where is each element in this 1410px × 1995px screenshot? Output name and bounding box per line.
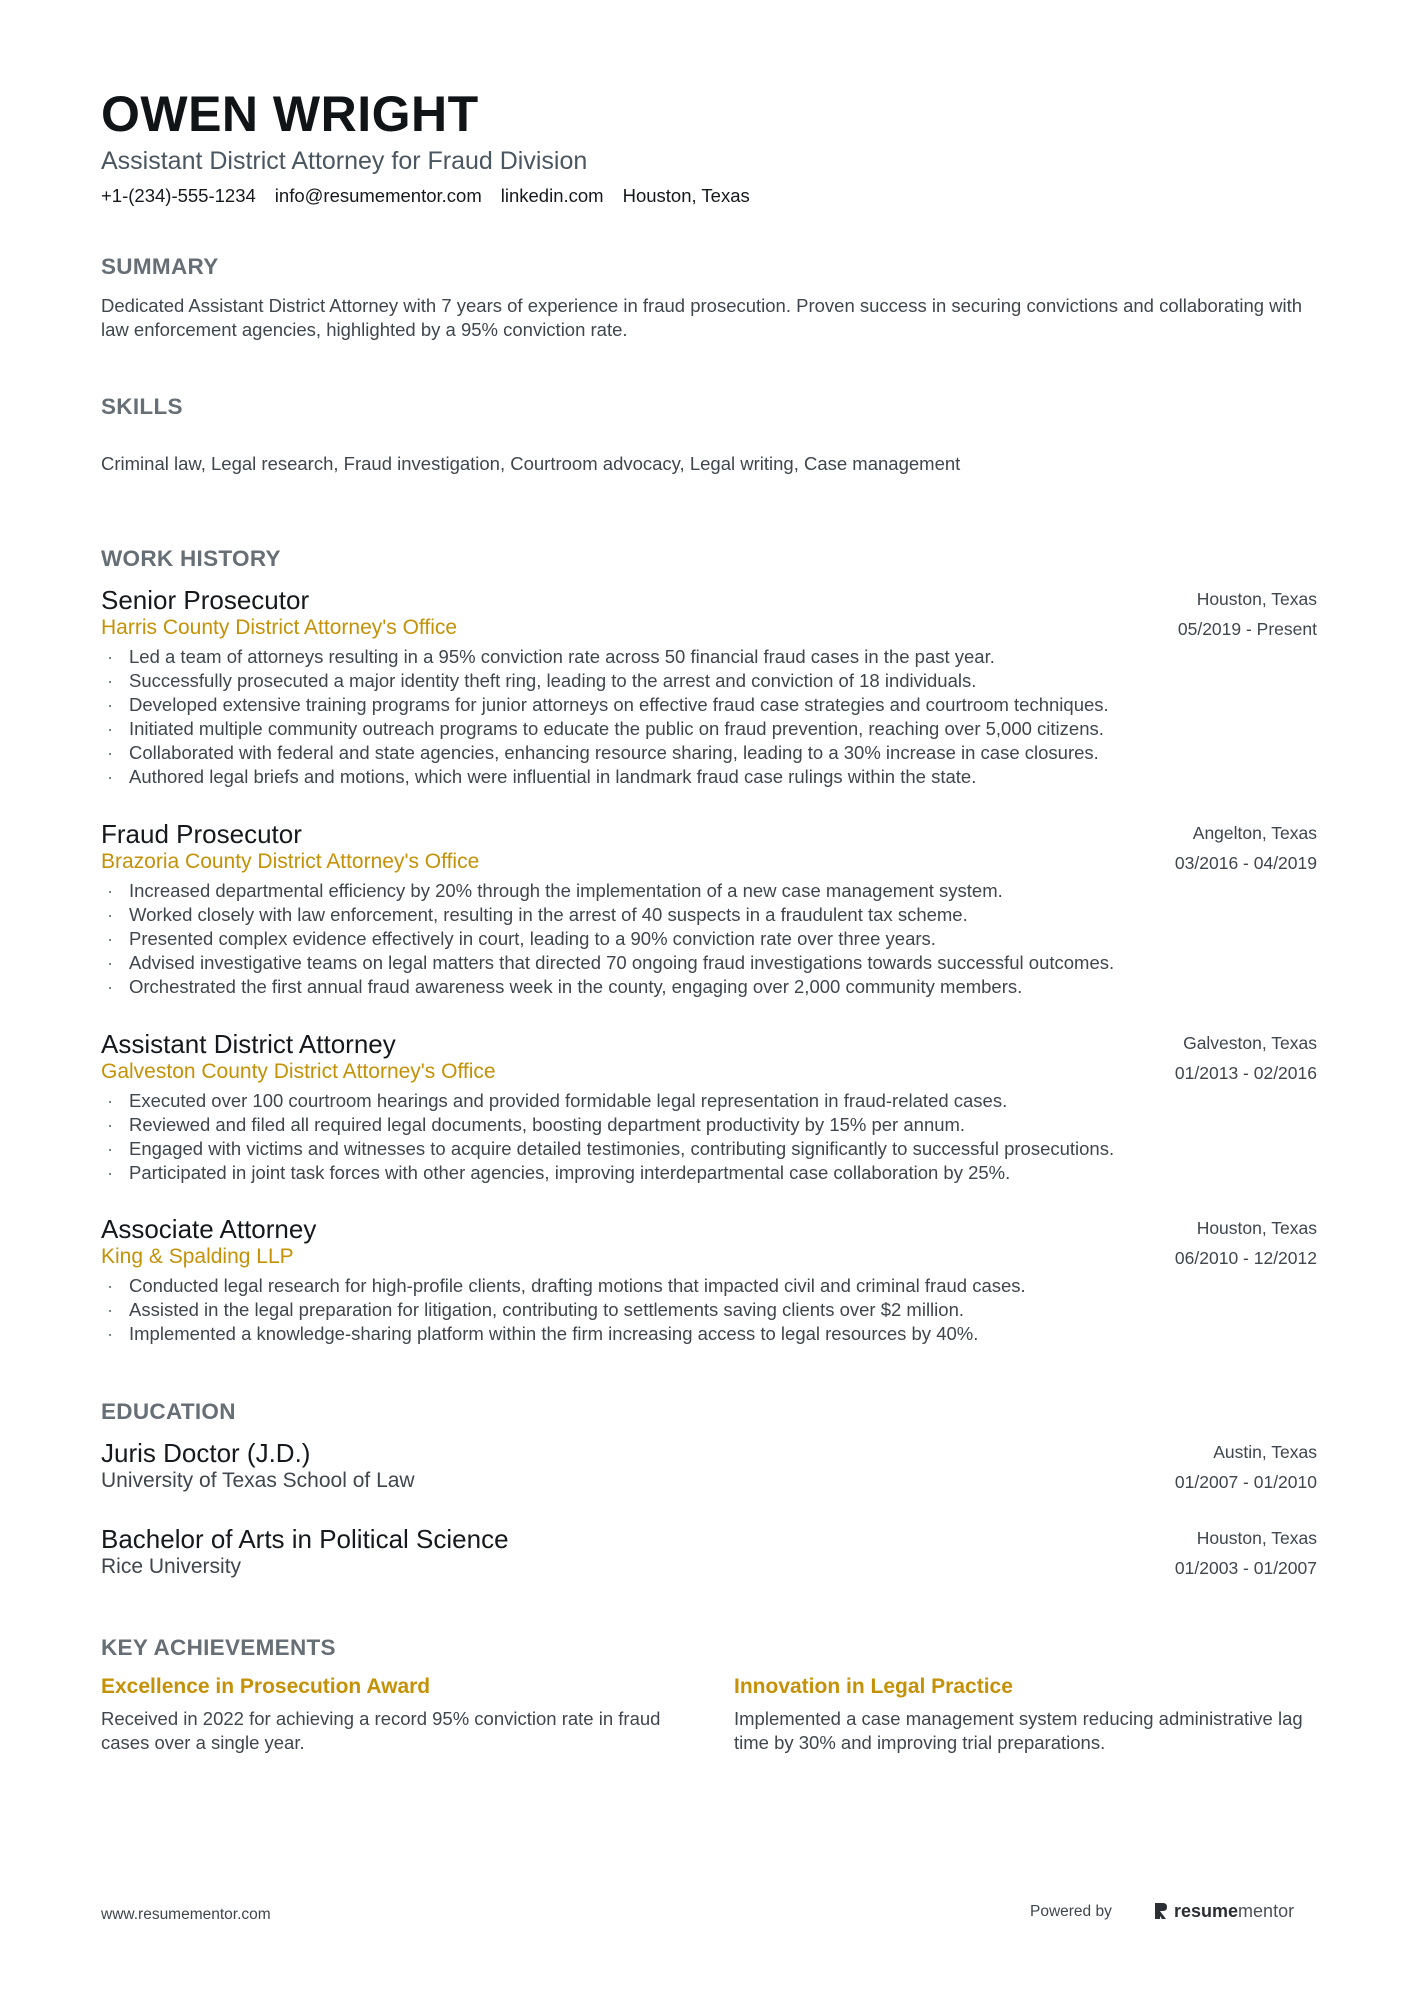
job-title: Associate Attorney	[101, 1214, 317, 1244]
job-bullet: · Implemented a knowledge-sharing platform within the firm increasing access to legal resources by 40%.	[101, 1322, 1026, 1346]
job-bullet: · Reviewed and filed all required legal documents, boosting department productivity by 15% per annum.	[101, 1113, 1114, 1137]
job-bullet: · Engaged with victims and witnesses to acquire detailed testimonies, contributing significantly to successful prosecutions.	[101, 1137, 1114, 1161]
job-company: Brazoria County District Attorney's Office	[101, 850, 480, 873]
work-history-heading: WORK HISTORY	[101, 546, 281, 571]
education-school: Rice University	[101, 1555, 242, 1578]
job-bullets	[101, 879, 1114, 999]
job-dates: 01/2013 - 02/2016	[1174, 1063, 1317, 1083]
achievement-title: Excellence in Prosecution Award	[101, 1675, 431, 1698]
job-bullet: · Orchestrated the first annual fraud awareness week in the county, engaging over 2,000 community members.	[101, 975, 1114, 999]
job-bullet: · Conducted legal research for high-profile clients, drafting motions that impacted civil and criminal fraud cases.	[101, 1274, 1026, 1298]
job-location: Houston, Texas	[1196, 589, 1317, 609]
contact-linkedin[interactable]: linkedin.com	[500, 185, 604, 206]
job-title: Fraud Prosecutor	[101, 819, 302, 849]
job-bullet: · Successfully prosecuted a major identity theft ring, leading to the arrest and conviction of 18 individuals.	[101, 669, 1109, 693]
achievement-description: Received in 2022 for achieving a record 95% conviction rate in fraud cases over a single year.	[101, 1708, 661, 1753]
education-school: University of Texas School of Law	[101, 1469, 415, 1492]
contact-location: Houston, Texas	[622, 185, 750, 206]
powered-by-label: Powered by	[1030, 1903, 1112, 1920]
resumementor-logo-icon	[1153, 1901, 1169, 1921]
job-bullets	[101, 1089, 1114, 1185]
job-bullet: · Assisted in the legal preparation for litigation, contributing to settlements saving clients over $2 million.	[101, 1298, 1026, 1322]
summary-text: Dedicated Assistant District Attorney with 7 years of experience in fraud prosecution. Proven success in securing convictions and collaborating with law enforcement agencies, highlighted by a 95% conviction rate.	[101, 295, 1303, 340]
education-degree: Bachelor of Arts in Political Science	[101, 1524, 509, 1554]
job-company: Galveston County District Attorney's Office	[101, 1060, 496, 1083]
job-bullet: · Developed extensive training programs for junior attorneys on effective fraud case strategies and courtroom techniques.	[101, 693, 1109, 717]
job-company: Harris County District Attorney's Office	[101, 616, 458, 639]
job-bullet: · Worked closely with law enforcement, resulting in the arrest of 40 suspects in a fraudulent tax scheme.	[101, 903, 1114, 927]
job-bullet: · Led a team of attorneys resulting in a 95% conviction rate across 50 financial fraud cases in the past year.	[101, 645, 1109, 669]
job-title: Assistant District Attorney	[101, 1029, 396, 1059]
job-bullets	[101, 645, 1109, 789]
achievements-heading: KEY ACHIEVEMENTS	[101, 1635, 336, 1660]
achievement-description: Implemented a case management system reducing administrative lag time by 30% and improving trial preparations.	[734, 1708, 1303, 1753]
job-location: Galveston, Texas	[1183, 1033, 1317, 1053]
education-location: Austin, Texas	[1213, 1442, 1317, 1462]
job-bullets	[101, 1274, 1026, 1346]
education-heading: EDUCATION	[101, 1399, 236, 1424]
education-dates: 01/2003 - 01/2007	[1174, 1558, 1317, 1578]
job-dates: 06/2010 - 12/2012	[1174, 1248, 1317, 1268]
job-bullet: · Participated in joint task forces with other agencies, improving interdepartmental case collaboration by 25%.	[101, 1161, 1114, 1185]
summary-heading: SUMMARY	[101, 254, 219, 279]
job-company: King & Spalding LLP	[101, 1245, 294, 1268]
candidate-name: OWEN WRIGHT	[101, 86, 479, 142]
job-title: Senior Prosecutor	[101, 585, 310, 615]
candidate-headline: Assistant District Attorney for Fraud Division	[101, 147, 588, 175]
job-dates: 05/2019 - Present	[1177, 619, 1317, 639]
contact-info	[101, 182, 750, 210]
achievement-item	[101, 1673, 691, 1755]
education-dates: 01/2007 - 01/2010	[1174, 1472, 1317, 1492]
education-degree: Juris Doctor (J.D.)	[101, 1438, 311, 1468]
footer-url[interactable]: www.resumementor.com	[101, 1906, 271, 1923]
job-location: Angelton, Texas	[1192, 823, 1317, 843]
achievement-item	[734, 1673, 1324, 1755]
job-bullet: · Presented complex evidence effectively in court, leading to a 90% conviction rate over three years.	[101, 927, 1114, 951]
job-bullet: · Collaborated with federal and state agencies, enhancing resource sharing, leading to a 30% increase in case closures.	[101, 741, 1109, 765]
education-location: Houston, Texas	[1196, 1528, 1317, 1548]
job-bullet: · Initiated multiple community outreach programs to educate the public on fraud prevention, reaching over 5,000 citizens.	[101, 717, 1109, 741]
job-bullet: · Advised investigative teams on legal matters that directed 70 ongoing fraud investigations towards successful outcomes.	[101, 951, 1114, 975]
brand-name-bold: resume	[1174, 1901, 1239, 1921]
achievement-title: Innovation in Legal Practice	[734, 1675, 1013, 1698]
job-dates: 03/2016 - 04/2019	[1174, 853, 1317, 873]
job-bullet: · Increased departmental efficiency by 20% through the implementation of a new case management system.	[101, 879, 1114, 903]
resumementor-logo[interactable]	[1153, 1898, 1294, 1924]
skills-heading: SKILLS	[101, 394, 183, 419]
job-bullet: · Executed over 100 courtroom hearings and provided formidable legal representation in fraud-related cases.	[101, 1089, 1114, 1113]
contact-email[interactable]: info@resumementor.com	[274, 185, 482, 206]
job-location: Houston, Texas	[1196, 1218, 1317, 1238]
contact-phone[interactable]: +1-(234)-555-1234	[101, 185, 256, 206]
skills-text: Criminal law, Legal research, Fraud investigation, Courtroom advocacy, Legal writing, Case management	[101, 453, 961, 474]
job-bullet: · Authored legal briefs and motions, which were influential in landmark fraud case rulings within the state.	[101, 765, 1109, 789]
brand-name-light: mentor	[1238, 1901, 1295, 1921]
